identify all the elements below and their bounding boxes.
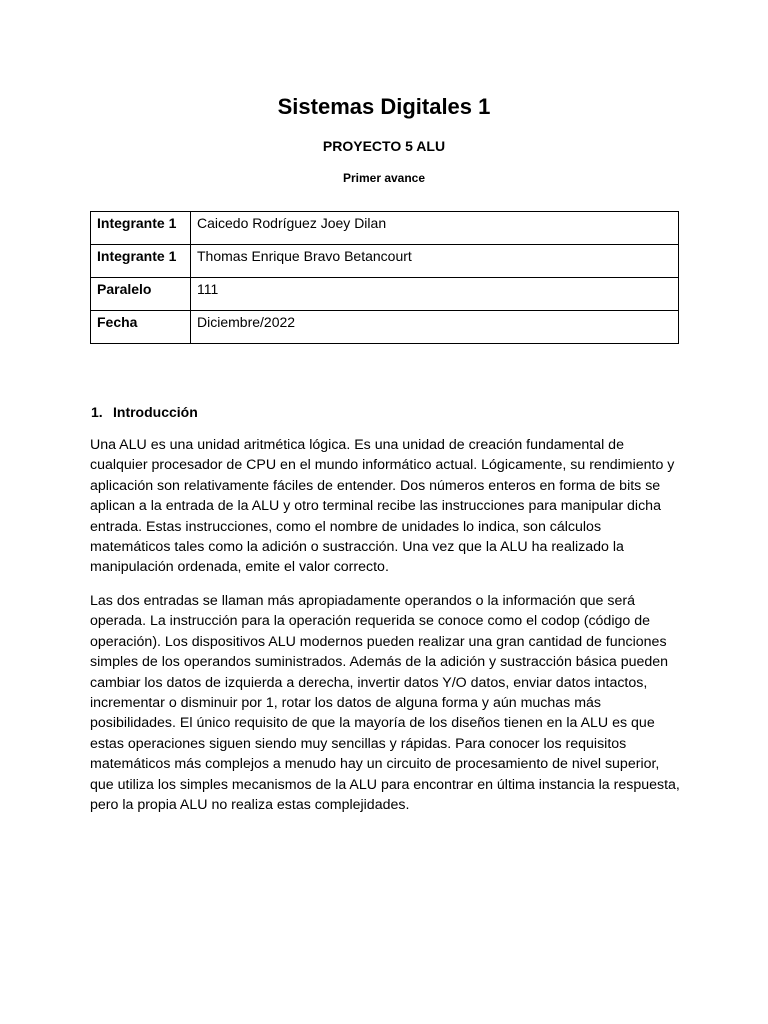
table-row: [91, 212, 679, 245]
table-row: [91, 245, 679, 278]
table-row-value: Caicedo Rodríguez Joey Dilan: [191, 212, 679, 245]
paragraph: Una ALU es una unidad aritmética lógica. Es una unidad de creación fundamental de cualquier procesador de CPU en el mundo informático actual. Lógicamente, su rendimiento y aplicación son relativamente fáciles de entender. Dos números enteros en forma de bits se aplican a la entrada de la ALU y otro terminal recibe las instrucciones para manipular dicha entrada. Estas instrucciones, como el nombre de unidades lo indica, son cálculos matemáticos tales como la adición o sustracción. Una vez que la ALU ha realizado la manipulación ordenada, emite el valor correcto.: [90, 437, 675, 576]
table-row-label: Paralelo: [91, 278, 191, 311]
section-title: Introducción: [113, 404, 198, 420]
table-row: [91, 278, 679, 311]
table-row-value: Thomas Enrique Bravo Betancourt: [191, 245, 679, 278]
info-table: [90, 211, 679, 344]
table-row-label: Fecha: [91, 311, 191, 344]
paragraph: Las dos entradas se llaman más apropiadamente operandos o la información que será operada. La instrucción para la operación requerida se conoce como el codop (código de operación). Los dispositivos ALU modernos pueden realizar una gran cantidad de funciones simples de los operandos suministrados. Además de la adición y sustracción básica pueden cambiar los datos de izquierda a derecha, invertir datos Y/O datos, enviar datos intactos, incrementar o disminuir por 1, rotar los datos de alguna forma y aún muchas más posibilidades. El único requisito de que la mayoría de los diseños tienen en la ALU es que estas operaciones siguen siendo muy sencillas y rápidas. Para conocer los requisitos matemáticos más complejos a menudo hay un circuito de procesamiento de nivel superior, que utiliza los simples mecanismos de la ALU para encontrar en última instancia la respuesta, pero la propia ALU no realiza estas complejidades.: [90, 593, 680, 814]
table-row-label: Integrante 1: [91, 212, 191, 245]
table-row: [91, 311, 679, 344]
section-heading: [91, 402, 198, 422]
table-row-value: Diciembre/2022: [191, 311, 679, 344]
document-subsubtitle: Primer avance: [342, 171, 426, 185]
document-subtitle: PROYECTO 5 ALU: [322, 138, 446, 154]
table-row-value: 111: [191, 278, 679, 311]
table-row-label: Integrante 1: [91, 245, 191, 278]
section-number: 1.: [91, 404, 103, 420]
document-title: Sistemas Digitales 1: [277, 94, 491, 119]
